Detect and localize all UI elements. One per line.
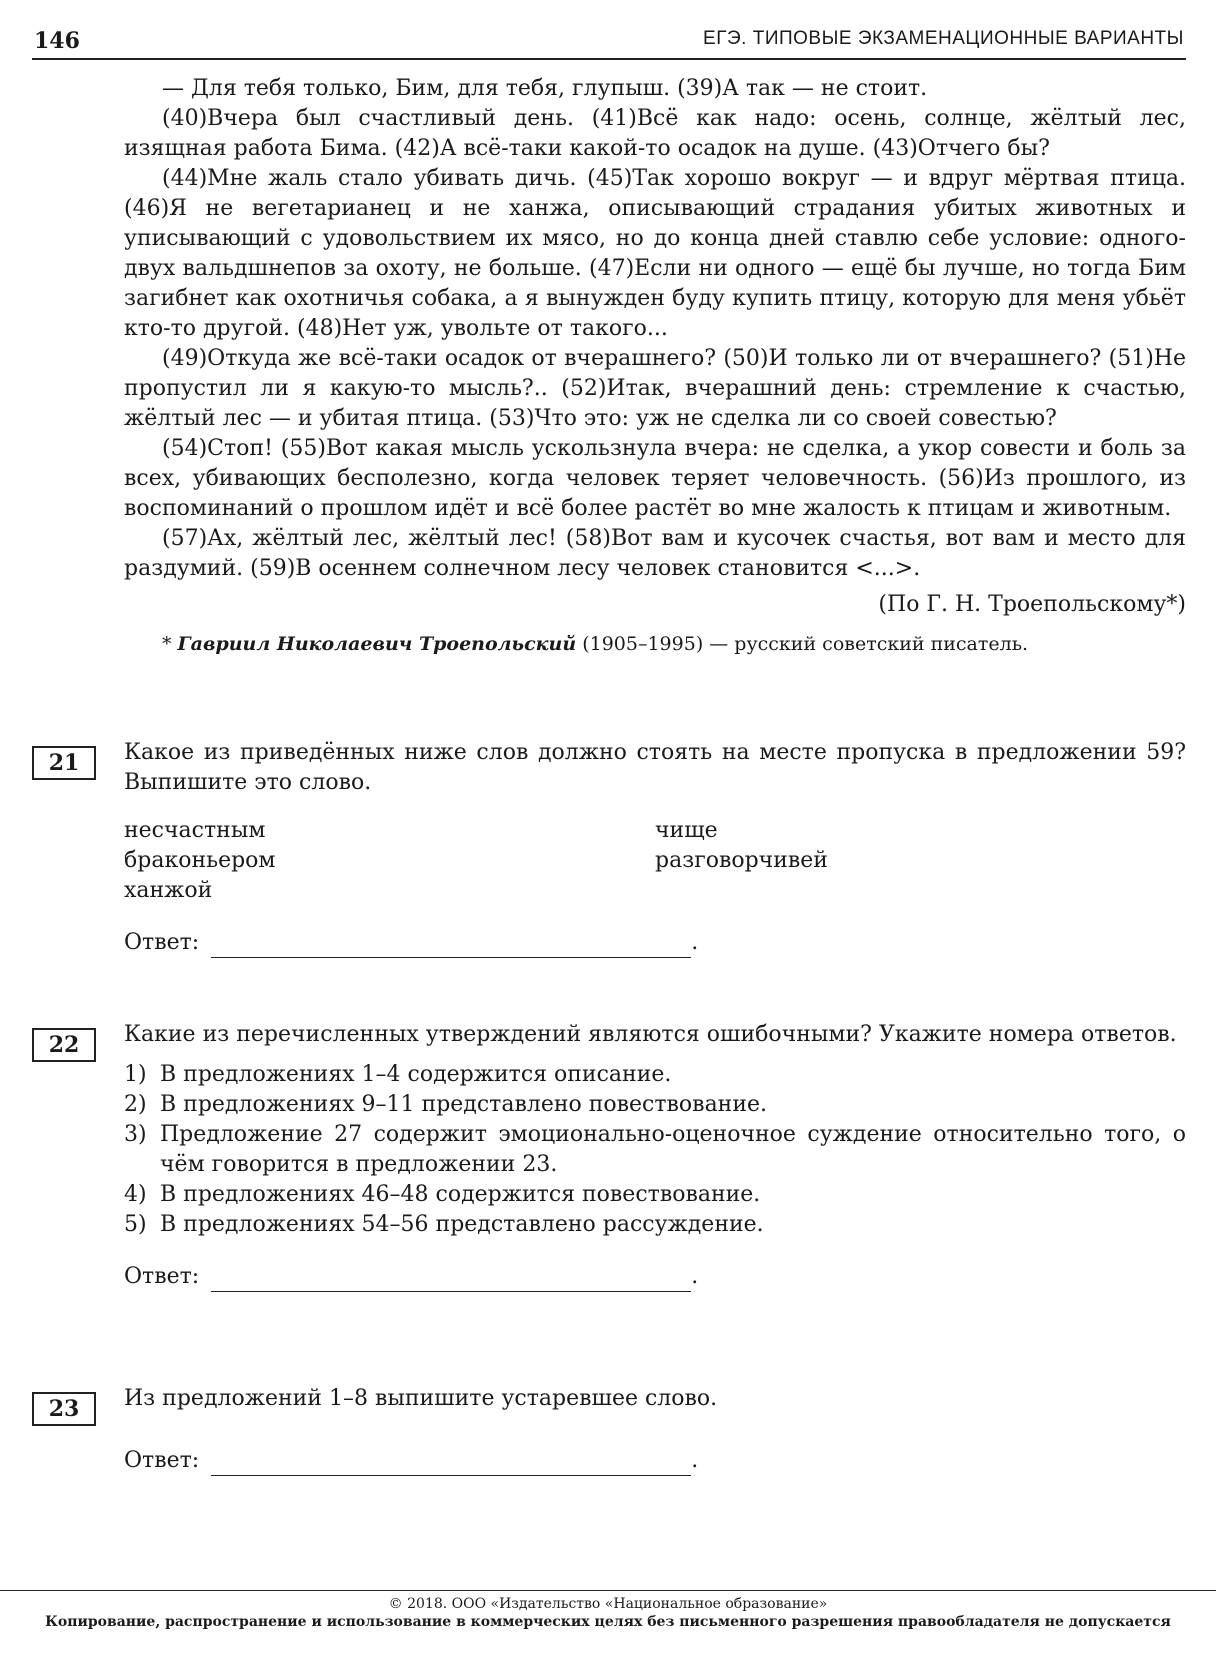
attribution: (По Г. Н. Троепольскому*) [878,592,1186,617]
task-number-box: 23 [32,1392,96,1426]
answer-row: Ответ: . [124,1446,1186,1476]
running-title: ЕГЭ. ТИПОВЫЕ ЭКЗАМЕНАЦИОННЫЕ ВАРИАНТЫ [703,28,1184,49]
answer-label: Ответ: [124,1448,200,1473]
page-footer [0,1590,1216,1631]
task-number-box: 22 [32,1028,96,1062]
task-question: Какие из перечисленных утверждений являются ошибочными? Укажите номера ответов. [124,1022,1177,1047]
word-options [124,816,1186,906]
answer-field[interactable] [211,1451,691,1476]
word-option: несчастным [124,818,266,843]
copyright-notice: Копирование, распространение и использование в коммерческих целях без письменного разрешения правообладателя не допускается [45,1614,1171,1630]
page-header [32,24,1186,60]
task-23 [32,1384,1186,1476]
text-paragraph: (54)Стоп! (55)Вот какая мысль ускользнула вчера: не сделка, а укор совести и боль за всех, убивающих бесполезно, когда человек теряет человечность. (56)Из прошлого, из воспоминаний о прошлом идёт и всё более растёт во мне жалость к птицам и животным. [124,436,1186,521]
task-question: Из предложений 1–8 выпишите устаревшее слово. [124,1386,718,1411]
answer-row: Ответ: . [124,928,1186,958]
footnote-marker: * [162,633,178,655]
text-paragraph: (44)Мне жаль стало убивать дичь. (45)Так хорошо вокруг — и вдруг мёртвая птица. (46)Я не вегетарианец и не ханжа, описывающий страдания убитых животных и уписывающий с удовольствием их мясо, но до конца дней ставлю себе условие: одного-двух вальдшнепов за охоту, не больше. (47)Если ни одного — ещё бы лучше, но тогда Бим загибнет как охотничья собака, а я вынужден буду купить птицу, которую для меня убьёт кто-то другой. (48)Нет уж, увольте от такого... [124,166,1186,341]
answer-label: Ответ: [124,930,200,955]
statement-item: 2) В предложениях 9–11 представлено повествование. [124,1092,768,1117]
answer-field[interactable] [211,933,691,958]
answer-label: Ответ: [124,1264,200,1289]
task-22 [32,1020,1186,1292]
text-paragraph: (40)Вчера был счастливый день. (41)Всё как надо: осень, солнце, жёлтый лес, изящная работа Бима. (42)А всё-таки какой-то осадок на душе. (43)Отчего бы? [124,106,1186,161]
word-option: чище [655,818,718,843]
statement-item: 3) Предложение 27 содержит эмоционально-оценочное суждение относительно того, о чём говорится в предложении 23. [124,1122,1186,1177]
statement-item: 1) В предложениях 1–4 содержится описание. [124,1062,672,1087]
task-question: Какое из приведённых ниже слов должно стоять на месте пропуска в предложении 59? Выпишите это слово. [124,740,1186,795]
footnote [124,630,1186,658]
statement-item: 4) В предложениях 46–48 содержится повествование. [124,1182,761,1207]
copyright-line: © 2018. ООО «Издательство «Национальное образование» [388,1596,828,1612]
task-21 [32,738,1186,958]
task-number-box: 21 [32,746,96,780]
word-option: ханжой [124,878,213,903]
word-option: разговорчивей [655,848,828,873]
text-paragraph: (49)Откуда же всё-таки осадок от вчерашнего? (50)И только ли от вчерашнего? (51)Не пропустил ли я какую-то мысль?.. (52)Итак, вчерашний день: стремление к счастью, жёлтый лес — и убитая птица. (53)Что это: уж не сделка ли со своей совестью? [124,346,1186,431]
statement-list [124,1060,1186,1240]
text-paragraph: — Для тебя только, Бим, для тебя, глупыш. (39)А так — не стоит. [162,76,928,101]
answer-field[interactable] [211,1267,691,1292]
answer-row: Ответ: . [124,1262,1186,1292]
statement-item: 5) В предложениях 54–56 представлено рассуждение. [124,1212,764,1237]
word-option: браконьером [124,848,276,873]
footnote-author-name: Гавриил Николаевич Троепольский [177,633,577,655]
source-text [124,74,1186,658]
page-number: 146 [34,28,80,54]
text-paragraph: (57)Ах, жёлтый лес, жёлтый лес! (58)Вот вам и кусочек счастья, вот вам и место для раздумий. (59)В осеннем солнечном лесу человек становится <...>. [124,526,1186,581]
footnote-text: (1905–1995) — русский советский писатель. [576,633,1029,655]
